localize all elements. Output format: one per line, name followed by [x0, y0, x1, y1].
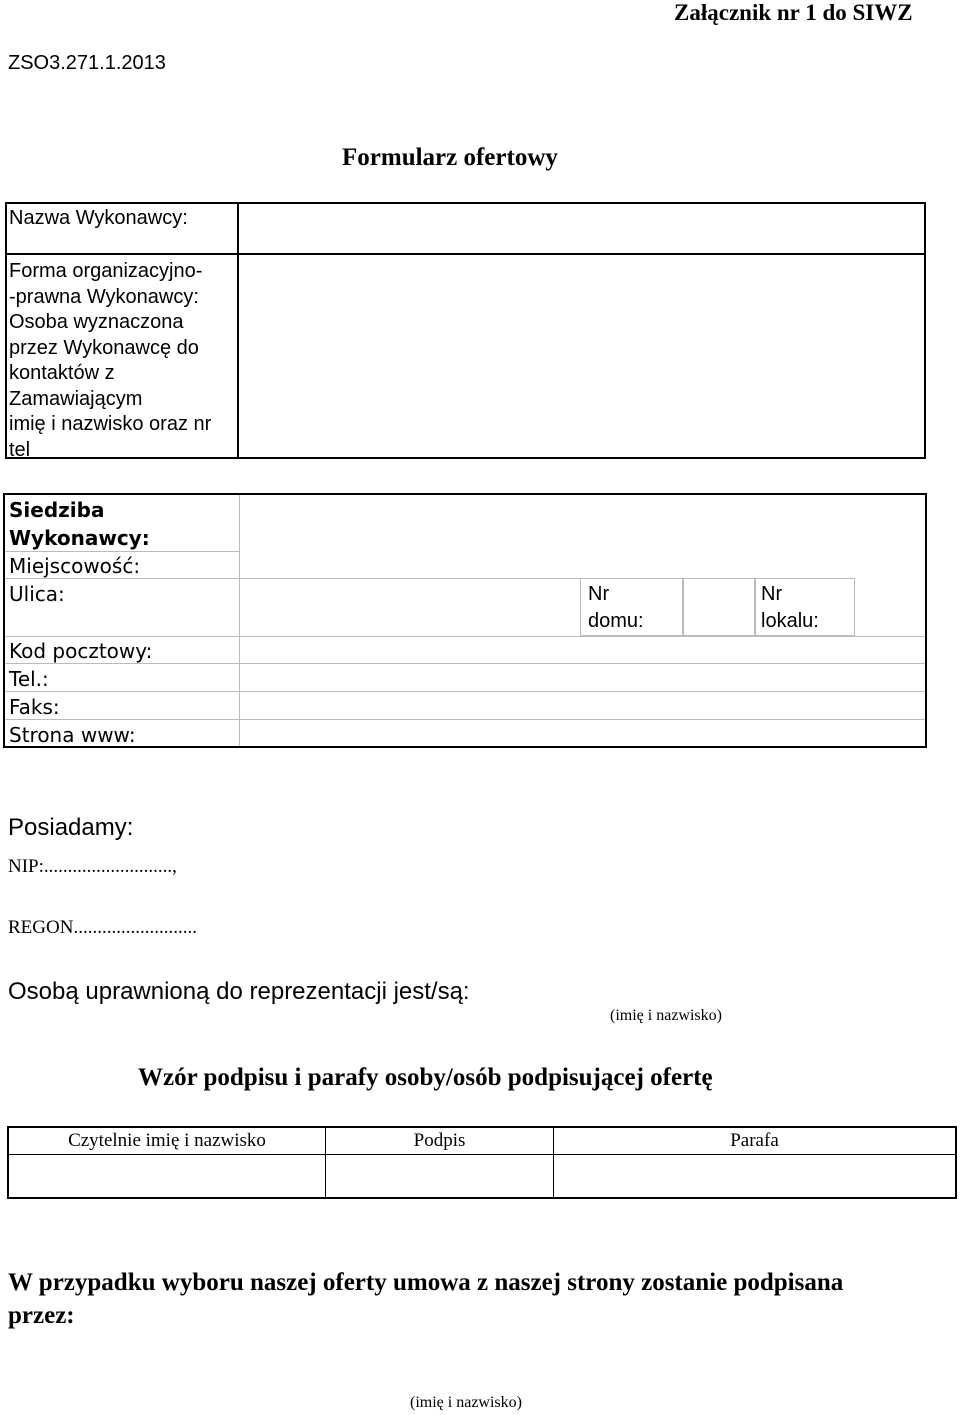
details-line: imię i nazwisko oraz nr	[9, 413, 212, 435]
reference-number: ZSO3.271.1.2013	[8, 52, 166, 74]
city-label: Miejscowość:	[9, 554, 141, 578]
initials-cell[interactable]	[554, 1155, 955, 1197]
regon-field[interactable]: REGON..........................	[8, 917, 197, 938]
house-number-field[interactable]	[683, 578, 755, 636]
page-title: Formularz ofertowy	[342, 144, 558, 171]
row-divider	[5, 691, 925, 692]
flat-number-label-line1: Nr	[761, 583, 783, 605]
website-label: Strona www:	[9, 723, 136, 747]
signature-cell[interactable]	[326, 1155, 553, 1197]
street-label: Ulica:	[9, 582, 65, 606]
house-number-label-line2: domu:	[588, 610, 644, 632]
details-line: Osoba wyznaczona	[9, 311, 184, 333]
nip-field[interactable]: NIP:...........................,	[8, 856, 177, 877]
row-divider	[5, 636, 240, 637]
postal-code-label: Kod pocztowy:	[9, 639, 153, 663]
name-hint: (imię i nazwisko)	[410, 1394, 522, 1411]
phone-label: Tel.:	[9, 667, 49, 691]
seat-label-line2: Wykonawcy:	[9, 526, 150, 550]
house-number-label-line1: Nr	[588, 583, 610, 605]
flat-number-label-line2: lokalu:	[761, 610, 819, 632]
signature-section-title: Wzór podpisu i parafy osoby/osób podpisującej ofertę	[138, 1064, 713, 1091]
seat-table	[3, 493, 927, 748]
details-line: tel	[9, 438, 31, 461]
column-header-signature: Podpis	[413, 1130, 466, 1151]
details-line: przez Wykonawcę do	[9, 336, 199, 359]
contractor-details-field[interactable]	[239, 255, 924, 457]
row-divider	[240, 636, 925, 637]
details-line: -prawna Wykonawcy:	[9, 285, 199, 308]
contractor-name-label: Nazwa Wykonawcy:	[9, 207, 188, 229]
name-hint: (imię i nazwisko)	[610, 1007, 722, 1024]
details-line: kontaktów z	[9, 362, 115, 384]
contractor-details-label	[9, 259, 211, 463]
column-header-initials: Parafa	[730, 1130, 779, 1151]
name-cell[interactable]	[9, 1155, 325, 1197]
fax-label: Faks:	[9, 695, 60, 719]
seat-label-line1: Siedziba	[9, 498, 105, 522]
representation-label: Osobą uprawnioną do reprezentacji jest/są:	[8, 978, 470, 1005]
details-line: Forma organizacyjno-	[9, 260, 203, 282]
column-header-name: Czytelnie imię i nazwisko	[68, 1130, 266, 1151]
contractor-table	[5, 202, 926, 459]
we-have-label: Posiadamy:	[8, 814, 134, 841]
signing-statement: W przypadku wyboru naszej oferty umowa z naszej strony zostanie podpisana przez:	[8, 1269, 844, 1329]
details-line: Zamawiającym	[9, 387, 143, 410]
column-divider	[239, 495, 240, 746]
signature-table	[7, 1126, 957, 1199]
contractor-name-field[interactable]	[239, 204, 924, 253]
row-divider	[5, 719, 925, 720]
annex-label: Załącznik nr 1 do SIWZ	[674, 0, 913, 25]
